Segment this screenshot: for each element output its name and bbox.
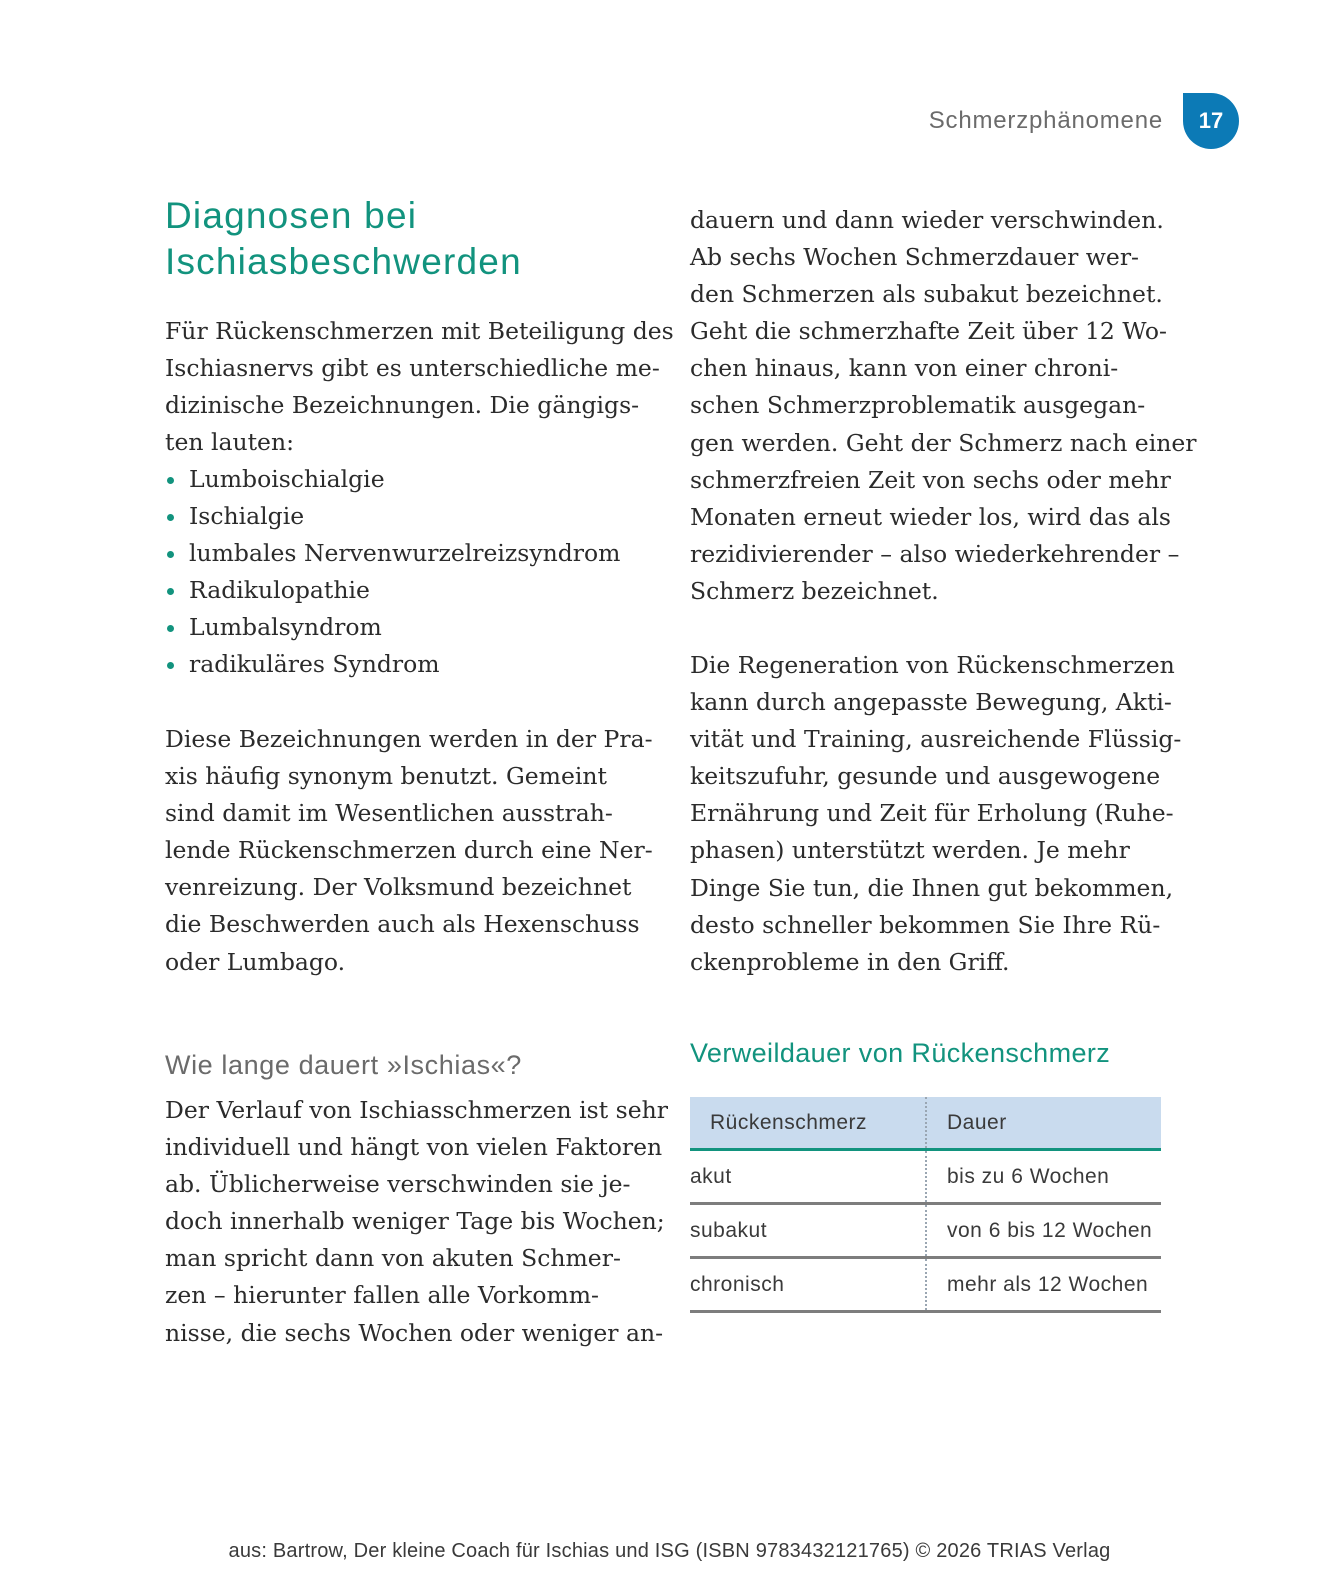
table-cell: mehr als 12 Wochen	[947, 1272, 1149, 1296]
list-item-label: lumbales Nervenwurzelreizsyndrom	[189, 539, 621, 568]
bullet-dot	[167, 588, 174, 595]
section-title: Schmerzphänomene	[928, 107, 1163, 134]
running-header	[929, 93, 1239, 149]
list-item	[165, 609, 620, 646]
list-item	[165, 572, 620, 609]
text-line: venreizung. Der Volksmund bezeichnet	[165, 873, 632, 902]
bullet-dot	[167, 477, 174, 484]
text-line: kann durch angepasste Bewegung, Akti-	[690, 688, 1172, 717]
text-line: ckenprobleme in den Griff.	[690, 947, 1010, 976]
table-row	[690, 1259, 1161, 1313]
text-line: xis häufig synonym benutzt. Gemeint	[165, 762, 607, 791]
list-item-label: Ischialgie	[189, 502, 305, 531]
text-line: chen hinaus, kann von einer chroni-	[690, 354, 1119, 383]
bullet-dot	[167, 514, 174, 521]
list-item-label: Lumboischialgie	[189, 465, 385, 493]
text-line: Ischiasnervs gibt es unterschiedliche me-	[165, 354, 660, 383]
text-line: Schmerz bezeichnet.	[690, 576, 939, 605]
text-line: sind damit im Wesentlichen ausstrah-	[165, 799, 613, 828]
heading-line: Diagnosen bei	[165, 195, 418, 236]
text-line: man spricht dann von akuten Schmer-	[165, 1244, 621, 1273]
duration-table	[690, 1097, 1161, 1313]
text-line: dizinische Bezeichnungen. Die gängigs-	[165, 391, 640, 420]
text-line: dauern und dann wieder verschwinden.	[690, 206, 1164, 234]
table-header-row	[690, 1097, 1161, 1151]
text-line: nisse, die sechs Wochen oder weniger an-	[165, 1318, 664, 1347]
duration-paragraph	[690, 202, 1197, 610]
text-line: die Beschwerden auch als Hexenschuss	[165, 910, 640, 939]
table-row	[690, 1151, 1161, 1205]
text-line: Für Rückenschmerzen mit Beteiligung des	[165, 317, 674, 345]
page-number-badge: 17	[1183, 93, 1239, 149]
text-line: keitszufuhr, gesunde und ausgewogene	[690, 762, 1161, 791]
column-header: Dauer	[947, 1110, 1007, 1134]
list-item	[165, 535, 620, 572]
list-item-label: radikuläres Syndrom	[189, 650, 440, 679]
synonym-paragraph	[165, 721, 653, 981]
text-line: ab. Üblicherweise verschwinden sie je-	[165, 1170, 631, 1199]
table-cell: subakut	[690, 1205, 927, 1256]
intro-paragraph	[165, 313, 674, 461]
table-cell: chronisch	[690, 1259, 927, 1310]
text-line: lende Rückenschmerzen durch eine Ner-	[165, 836, 653, 865]
text-line: phasen) unterstützt werden. Je mehr	[690, 836, 1130, 865]
synonym-list	[165, 461, 620, 684]
text-line: schmerzfreien Zeit von sechs oder mehr	[690, 465, 1171, 494]
footer-credit: aus: Bartrow, Der kleine Coach für Ischias und ISG (ISBN 9783432121765) © 2026 TRIAS Verlag	[228, 1540, 1111, 1562]
text-line: Ab sechs Wochen Schmerzdauer wer-	[690, 243, 1139, 272]
table-cell: bis zu 6 Wochen	[947, 1164, 1110, 1188]
text-line: Geht die schmerzhafte Zeit über 12 Wo-	[690, 317, 1167, 346]
text-line: Monaten erneut wieder los, wird das als	[690, 502, 1171, 531]
text-line: desto schneller bekommen Sie Ihre Rü-	[690, 910, 1161, 939]
text-line: doch innerhalb weniger Tage bis Wochen;	[165, 1207, 665, 1236]
text-line: zen – hierunter fallen alle Vorkomm-	[165, 1281, 599, 1310]
text-line: rezidivierender – also wiederkehrender –	[690, 539, 1180, 568]
text-line: Dinge Sie tun, die Ihnen gut bekommen,	[690, 873, 1174, 902]
list-item-label: Lumbalsyndrom	[189, 613, 382, 642]
table-title: Verweildauer von Rückenschmerz	[690, 1038, 1111, 1068]
text-line: gen werden. Geht der Schmerz nach einer	[690, 428, 1197, 457]
text-line: Ernährung und Zeit für Erholung (Ruhe-	[690, 799, 1174, 828]
bullet-dot	[167, 662, 174, 669]
text-line: schen Schmerzproblematik ausgegan-	[690, 391, 1146, 420]
text-line: Diese Bezeichnungen werden in der Pra-	[165, 725, 653, 753]
text-line: den Schmerzen als subakut bezeichnet.	[690, 280, 1163, 309]
subheading: Wie lange dauert »Ischias«?	[165, 1050, 522, 1080]
heading-line: Ischiasbeschwerden	[165, 241, 522, 282]
text-line: Die Regeneration von Rückenschmerzen	[690, 651, 1175, 679]
table-cell: akut	[690, 1151, 927, 1202]
list-item	[165, 646, 620, 683]
table-cell: von 6 bis 12 Wochen	[947, 1218, 1153, 1242]
list-item	[165, 498, 620, 535]
list-item	[165, 461, 620, 498]
text-line: Der Verlauf von Ischiasschmerzen ist sehr	[165, 1096, 668, 1124]
bullet-dot	[167, 551, 174, 558]
text-line: ten lauten:	[165, 428, 295, 457]
course-paragraph	[165, 1092, 668, 1352]
column-header: Rückenschmerz	[690, 1097, 927, 1148]
table-row	[690, 1205, 1161, 1259]
text-line: individuell und hängt von vielen Faktoren	[165, 1133, 663, 1162]
list-item-label: Radikulopathie	[189, 576, 370, 605]
text-line: oder Lumbago.	[165, 947, 346, 976]
section-heading	[165, 193, 522, 285]
text-line: vität und Training, ausreichende Flüssig-	[690, 725, 1182, 754]
regeneration-paragraph	[690, 647, 1182, 981]
bullet-dot	[167, 625, 174, 632]
